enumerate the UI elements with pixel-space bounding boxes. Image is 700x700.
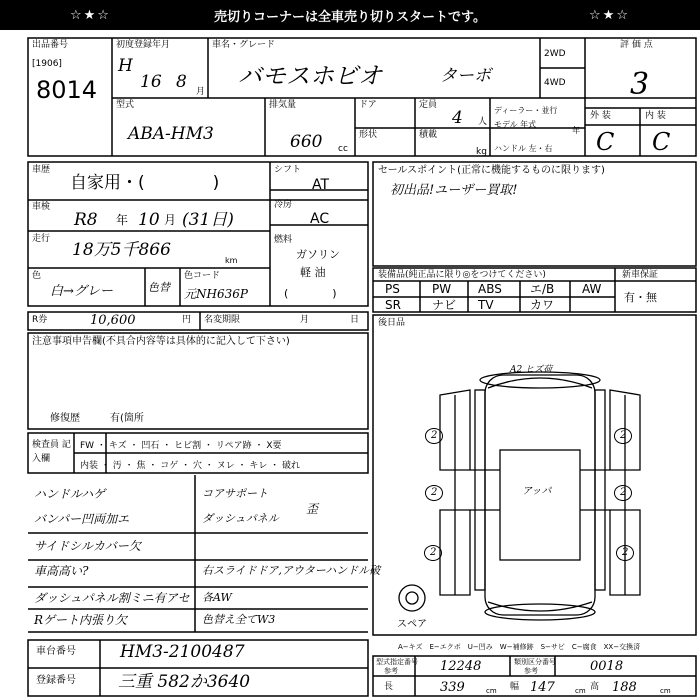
displacement: 660 [290, 132, 323, 152]
equipment-item: SR [385, 298, 401, 312]
recycle-label: R券 [32, 315, 48, 325]
dim-height: 188 [612, 680, 637, 695]
note-line-right: コアサポート [202, 487, 268, 500]
damage-marker: 2 [424, 545, 442, 561]
banner-stars-right: ☆★☆ [589, 7, 630, 23]
note-line-right: 各AW [202, 591, 232, 604]
bracket-note: 歪 [306, 502, 319, 516]
fuel-paren: ( ) [284, 287, 337, 300]
note-line-right: ダッシュパネル [202, 512, 279, 525]
diagram-label: 後日品 [378, 318, 406, 328]
ac-label: 冷房 [274, 200, 293, 210]
year-unit: 年 [572, 126, 580, 135]
note-line: サイドシルカバー欠 [34, 539, 141, 553]
inspector-code: ヒビ割 ・ [174, 441, 216, 451]
name-change-month: 月 [300, 315, 310, 325]
insp-month: 10 [138, 210, 160, 230]
chassis-number: HM3-2100487 [120, 642, 245, 662]
insp-year-unit: 年 [116, 213, 129, 227]
lot-number: 8014 [36, 76, 98, 104]
fuel: ガソリン [296, 248, 340, 261]
model-label: 型式 [116, 100, 135, 110]
reg-year: 16 [140, 72, 162, 92]
plate-number: 三重 582か3640 [118, 672, 251, 692]
car-name: バモスホビオ [238, 62, 382, 90]
inspector-code: 穴 ・ [192, 461, 217, 471]
inspector-code: 内装 ・ [80, 461, 113, 471]
dim-width: 147 [530, 680, 555, 695]
inspector-code: リペア跡 ・ [215, 441, 267, 451]
repair-label: 修復歴 [50, 413, 80, 424]
repair-value: 有(箇所 [110, 413, 144, 424]
handle-label: ハンドル 左・右 [494, 144, 553, 153]
banner-title: 売切りコーナーは全車売り切りスタートです。 [214, 9, 486, 25]
month-unit: 月 [196, 87, 206, 97]
equipment-label: 装備品(純正品に限り◎をつけてください) [378, 270, 546, 280]
diagram-note-top: A2 ヒズ荷 [510, 365, 553, 375]
color-code-label: 色コード [184, 271, 221, 281]
dim-width-unit: cm [575, 687, 586, 695]
exterior-label: 外 装 [590, 111, 611, 121]
dim-length-unit: cm [486, 687, 497, 695]
era: H [118, 56, 133, 76]
note-line: 車高高い? [34, 564, 89, 578]
equipment-item: エ/B [530, 282, 555, 296]
color-label: 色 [32, 271, 42, 281]
inspector-code: キズ ・ [108, 441, 142, 451]
ac: AC [310, 211, 330, 227]
selling-label: セールスポイント(正常に機能するものに限ります) [378, 165, 605, 176]
capacity: 4 [452, 108, 463, 128]
first-reg-label: 初度登録年月 [116, 40, 171, 50]
name-change-day: 日 [350, 315, 360, 325]
interior-label: 内 装 [645, 111, 666, 121]
spare-label: スペア [397, 619, 427, 630]
dim-length-label: 長 [384, 682, 394, 692]
exterior-grade: C [596, 128, 615, 156]
inspector-row-1 [80, 438, 282, 451]
door-label: ドア [359, 100, 377, 110]
insp-year: R8 [74, 210, 98, 230]
damage-legend: A−キズ E−エクボ U−凹み W−補修跡 S−サビ C−腐食 XX−交換済 [398, 643, 641, 651]
equipment-item: PS [385, 282, 400, 296]
selling-text: 初出品!ユーザー買取! [390, 183, 518, 198]
spec-sub: 参考 [384, 667, 398, 675]
chassis-label: 車台番号 [36, 646, 76, 657]
inspector-code: FW ・ [80, 441, 109, 451]
inspector-label: 検査員 記入欄 [32, 440, 71, 465]
inspector-code: 焦 ・ [136, 461, 161, 471]
history-label: 車歴 [32, 165, 51, 175]
note-line: Rゲート内張り欠 [34, 613, 128, 627]
equipment-item: カワ [530, 298, 555, 312]
lot-code: [1906] [32, 59, 62, 69]
recycle-value: 10,600 [90, 313, 136, 328]
drive-4wd: 4WD [544, 78, 566, 88]
lot-label: 出品番号 [32, 40, 69, 50]
color-code: 元NH636P [184, 287, 248, 301]
dim-width-label: 幅 [510, 682, 520, 692]
load-label: 積載 [419, 130, 438, 140]
disp-label: 排気量 [269, 100, 297, 110]
inspector-code: 凹石 ・ [141, 441, 175, 451]
damage-marker: 2 [425, 485, 443, 501]
new-warranty-label: 新車保証 [622, 270, 659, 280]
history: 自家用・( ) [70, 173, 220, 193]
rating-label: 評 価 点 [620, 40, 653, 50]
mileage-label: 走行 [32, 234, 51, 244]
fuel2: 軽 油 [300, 266, 326, 279]
new-warranty-value: 有・無 [624, 291, 657, 304]
inspector-code: 破れ [282, 461, 301, 471]
banner-stars-left: ☆★☆ [70, 7, 111, 23]
note-line-right: 右スライドドア,アウターハンドル破 [202, 564, 381, 577]
damage-marker: 2 [614, 428, 632, 444]
insp-month-unit: 月 [164, 213, 177, 227]
mileage: 18万5千866 [72, 240, 171, 260]
model: ABA-HM3 [128, 124, 214, 144]
equipment-item: PW [432, 282, 452, 296]
dim-height-label: 高 [590, 682, 600, 692]
inspector-row-2 [80, 458, 300, 471]
grade: ターボ [440, 66, 491, 86]
name-label: 車名・グレード [212, 40, 276, 50]
reg-month: 8 [176, 72, 187, 92]
equipment-item: AW [582, 282, 602, 296]
note-line: ダッシュパネル割ミニ有アセ [34, 591, 190, 605]
equipment-item: ナビ [432, 298, 457, 312]
class-sub: 参考 [524, 667, 538, 675]
class-value: 0018 [590, 659, 624, 674]
dim-length: 339 [440, 680, 465, 695]
note-line: バンパー凹両加エ [34, 512, 130, 526]
shift-label: シフト [274, 165, 302, 175]
dim-height-unit: cm [660, 687, 671, 695]
spec-value: 12248 [440, 659, 482, 674]
mileage-unit: km [225, 256, 238, 265]
damage-marker: 2 [425, 428, 443, 444]
interior-grade: C [652, 128, 671, 156]
inspector-code: 汚 ・ [112, 461, 137, 471]
cap-label: 定員 [419, 100, 438, 110]
cap-unit: 人 [478, 117, 488, 127]
damage-marker: 2 [614, 485, 632, 501]
model-year-label: モデル 年式 [494, 120, 537, 129]
inspection-label: 車検 [32, 202, 51, 212]
inspector-code: コゲ ・ [160, 461, 193, 471]
equipment-item: TV [478, 298, 494, 312]
inspector-code: キレ ・ [249, 461, 283, 471]
drive-2wd: 2WD [544, 49, 566, 59]
load-unit: kg [476, 147, 487, 157]
shift: AT [312, 177, 330, 193]
recycle-unit: 円 [182, 315, 192, 325]
inspector-code: ヌレ ・ [216, 461, 250, 471]
color: 白→グレー [50, 284, 113, 299]
inspector-code: X要 [266, 441, 282, 451]
spec-label: 型式指定番号 [376, 658, 418, 666]
shape-label: 形状 [359, 130, 378, 140]
name-change-label: 名変期限 [204, 315, 241, 325]
plate-label: 登録番号 [36, 675, 76, 686]
rating: 3 [630, 67, 650, 102]
equipment-item: ABS [478, 282, 502, 296]
diagram-note-center: アッパ [522, 486, 552, 497]
note-line: ハンドルハゲ [34, 487, 106, 501]
disp-unit: cc [338, 144, 348, 154]
insp-day: (31日) [182, 210, 234, 230]
class-label: 類別区分番号 [514, 658, 556, 666]
color-change: 色替 [148, 281, 170, 294]
dealer-label: ディーラー・並行 [494, 106, 558, 115]
fuel-label: 燃料 [274, 235, 293, 245]
note-line-right: 色替え全てW3 [202, 613, 276, 626]
damage-marker: 2 [616, 545, 634, 561]
caution-label: 注意事項申告欄(不具合内容等は具体的に記入して下さい) [32, 336, 290, 347]
